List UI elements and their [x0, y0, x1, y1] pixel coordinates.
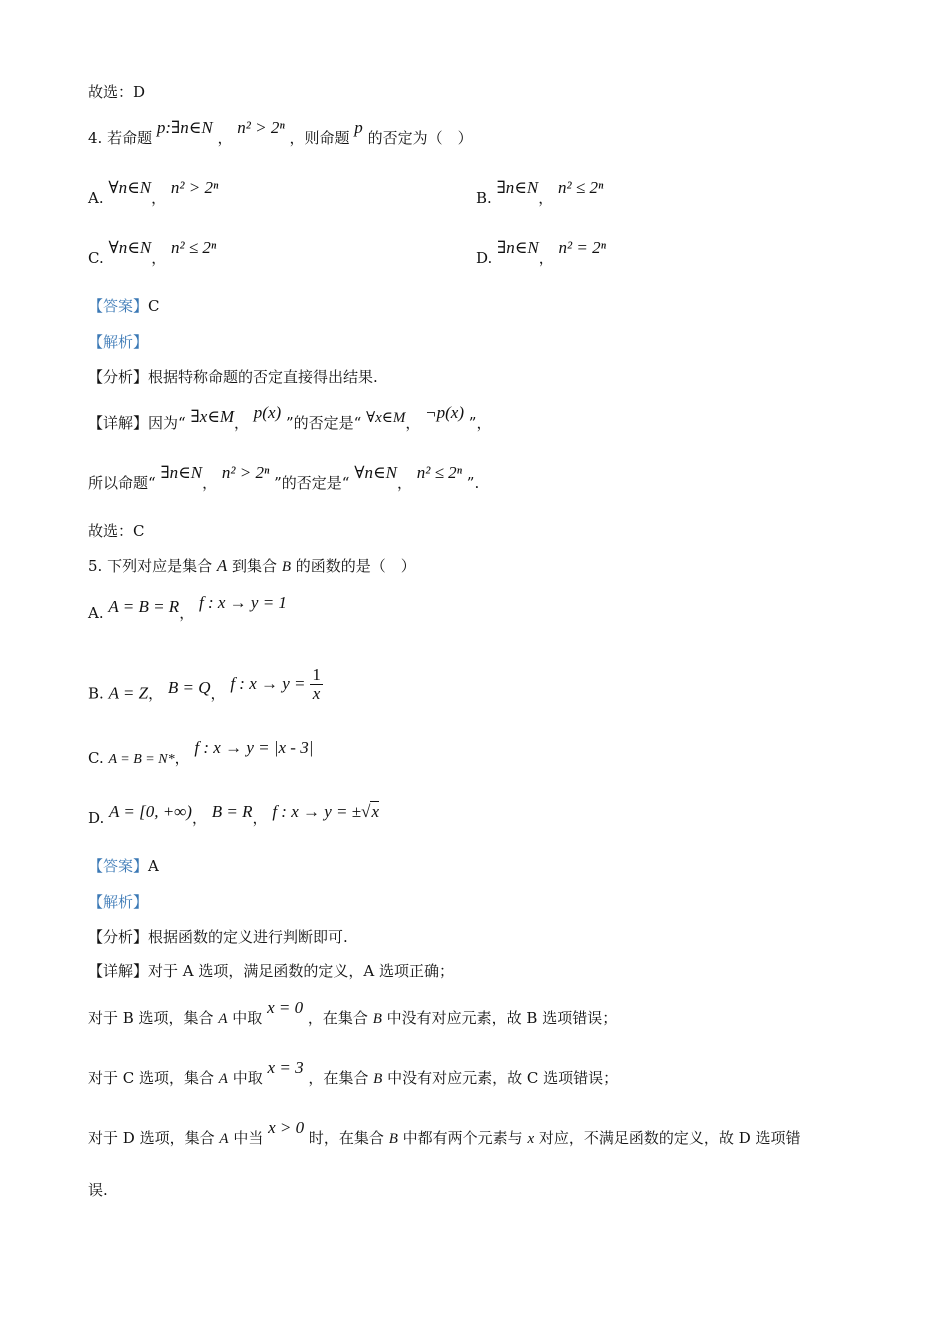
- q5-option-d: D. A = [0, +∞)， B = R， f : x → y = ±√x: [88, 802, 379, 827]
- q4-analysis-tag: 【解析】: [88, 333, 149, 351]
- q3-choose: 故选：D: [88, 83, 146, 101]
- q4-option-b: B. ∃n∈N， n² ≤ 2ⁿ: [476, 178, 604, 207]
- q4-fenxi: 【分析】根据特称命题的否定直接得出结果.: [88, 368, 378, 386]
- q4-stem-prop: p:∃n∈N: [156, 118, 213, 137]
- q5-option-a: A. A = B = R， f : x → y = 1: [88, 593, 287, 622]
- q4-stem-p: p: [354, 118, 363, 137]
- q5-option-b-fraction: $\frac{1}{x}$: [312, 665, 321, 703]
- q4-stem: 4. 若命题 p:∃n∈N ， n² > 2ⁿ ，则命题 p 的否定为（ ）: [88, 118, 473, 147]
- q5-detail-3: 对于 C 选项，集合 A 中取 x = 3 ，在集合 B 中没有对应元素，故 C 选项错误；: [88, 1058, 619, 1087]
- q4-stem-prefix: 4. 若命题: [88, 129, 153, 147]
- q4-option-c: C. ∀n∈N， n² ≤ 2ⁿ: [88, 238, 217, 267]
- q4-options-row-2: [88, 238, 868, 268]
- q5-analysis-tag: 【解析】: [88, 893, 149, 911]
- q4-stem-ineq: n² > 2ⁿ: [237, 118, 285, 137]
- q4-stem-suffix: 的否定为（ ）: [367, 129, 473, 147]
- q4-choose: 故选：C: [88, 522, 145, 540]
- q5-detail-5: 误.: [88, 1181, 108, 1199]
- q4-detail-2: 所以命题“ ∃n∈N， n² > 2ⁿ ”的否定是“ ∀n∈N， n² ≤ 2ⁿ ”.: [88, 463, 480, 492]
- q4-option-d: D. ∃n∈N， n² = 2ⁿ: [476, 238, 606, 267]
- q5-option-c: C. A = B = N*， f : x → y = |x - 3|: [88, 738, 314, 767]
- q4-stem-mid: ，则命题: [289, 129, 350, 147]
- q5-answer: 【答案】A: [88, 857, 159, 875]
- q5-option-b: B. A = Z， B = Q， f : x → y = $\frac{1}{x}$: [88, 665, 321, 703]
- q4-options-row-1: [88, 178, 868, 208]
- q5-detail-2: 对于 B 选项，集合 A 中取 x = 0 ，在集合 B 中没有对应元素，故 B 选项错误；: [88, 998, 618, 1027]
- q5-fenxi: 【分析】根据函数的定义进行判断即可.: [88, 928, 348, 946]
- q4-detail-1: 【详解】因为“ ∃x∈M， p(x) ”的否定是“ ∀x∈M， ¬p(x) ”，: [88, 403, 492, 432]
- q5-stem: 5. 下列对应是集合 A 到集合 B 的函数的是（ ）: [88, 556, 416, 575]
- q5-detail-4: 对于 D 选项，集合 A 中当 x > 0 时，在集合 B 中都有两个元素与 x 对应，不满足函数的定义，故 D 选项错: [88, 1118, 801, 1147]
- q5-detail-1: 【详解】对于 A 选项，满足函数的定义，A 选项正确；: [88, 962, 454, 980]
- q4-option-a: A. ∀n∈N， n² > 2ⁿ: [88, 178, 219, 207]
- q4-answer: 【答案】C: [88, 297, 160, 315]
